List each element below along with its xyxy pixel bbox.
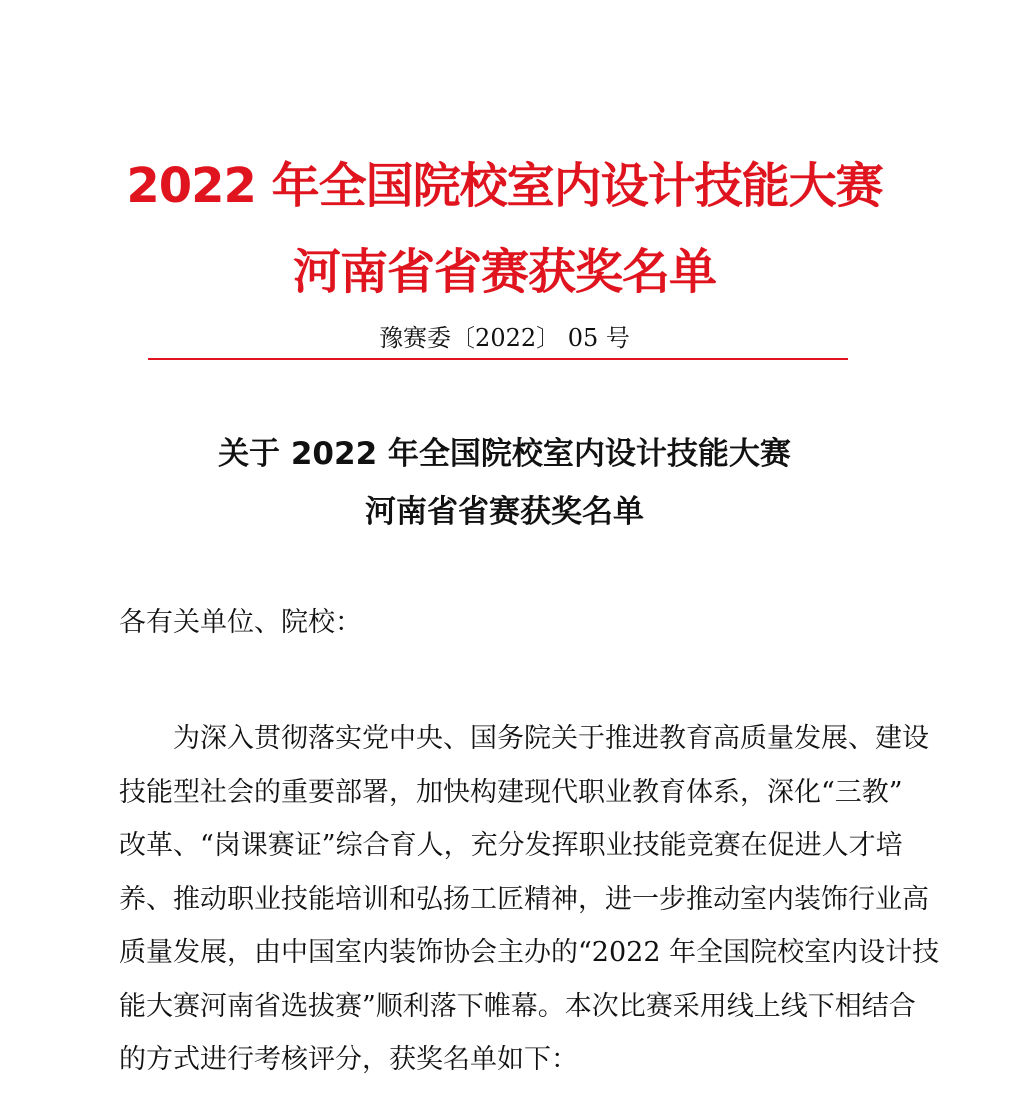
document-number: 豫赛委〔2022〕 05 号 (379, 324, 630, 352)
body-line: 为深入贯彻落实党中央、国务院关于推进教育高质量发展、建设 (173, 723, 929, 754)
notice-title-line2: 河南省省赛获奖名单 (365, 494, 644, 530)
body-line: 技能型社会的重要部署，加快构建现代职业教育体系，深化“三教” (119, 776, 903, 808)
red-header-title-line1: 2022 年全国院校室内设计技能大赛 (126, 158, 883, 214)
notice-title-line1: 关于 2022 年全国院校室内设计技能大赛 (218, 436, 791, 472)
salutation: 各有关单位、院校： (119, 607, 362, 638)
body-paragraph (119, 712, 940, 1087)
body-line: 改革、“岗课赛证”综合育人，充分发挥职业技能竞赛在促进人才培 (119, 830, 903, 861)
red-divider-line (148, 358, 848, 360)
body-line: 养、推动职业技能培训和弘扬工匠精神，进一步推动室内装饰行业高 (119, 883, 929, 915)
body-line: 质量发展，由中国室内装饰协会主办的“2022 年全国院校室内设计技 (119, 937, 940, 968)
body-line: 的方式进行考核评分，获奖名单如下： (119, 1044, 578, 1075)
body-line: 能大赛河南省选拔赛”顺利落下帷幕。本次比赛采用线上线下相结合 (119, 990, 916, 1022)
red-header-title-line2: 河南省省赛获奖名单 (292, 244, 716, 300)
